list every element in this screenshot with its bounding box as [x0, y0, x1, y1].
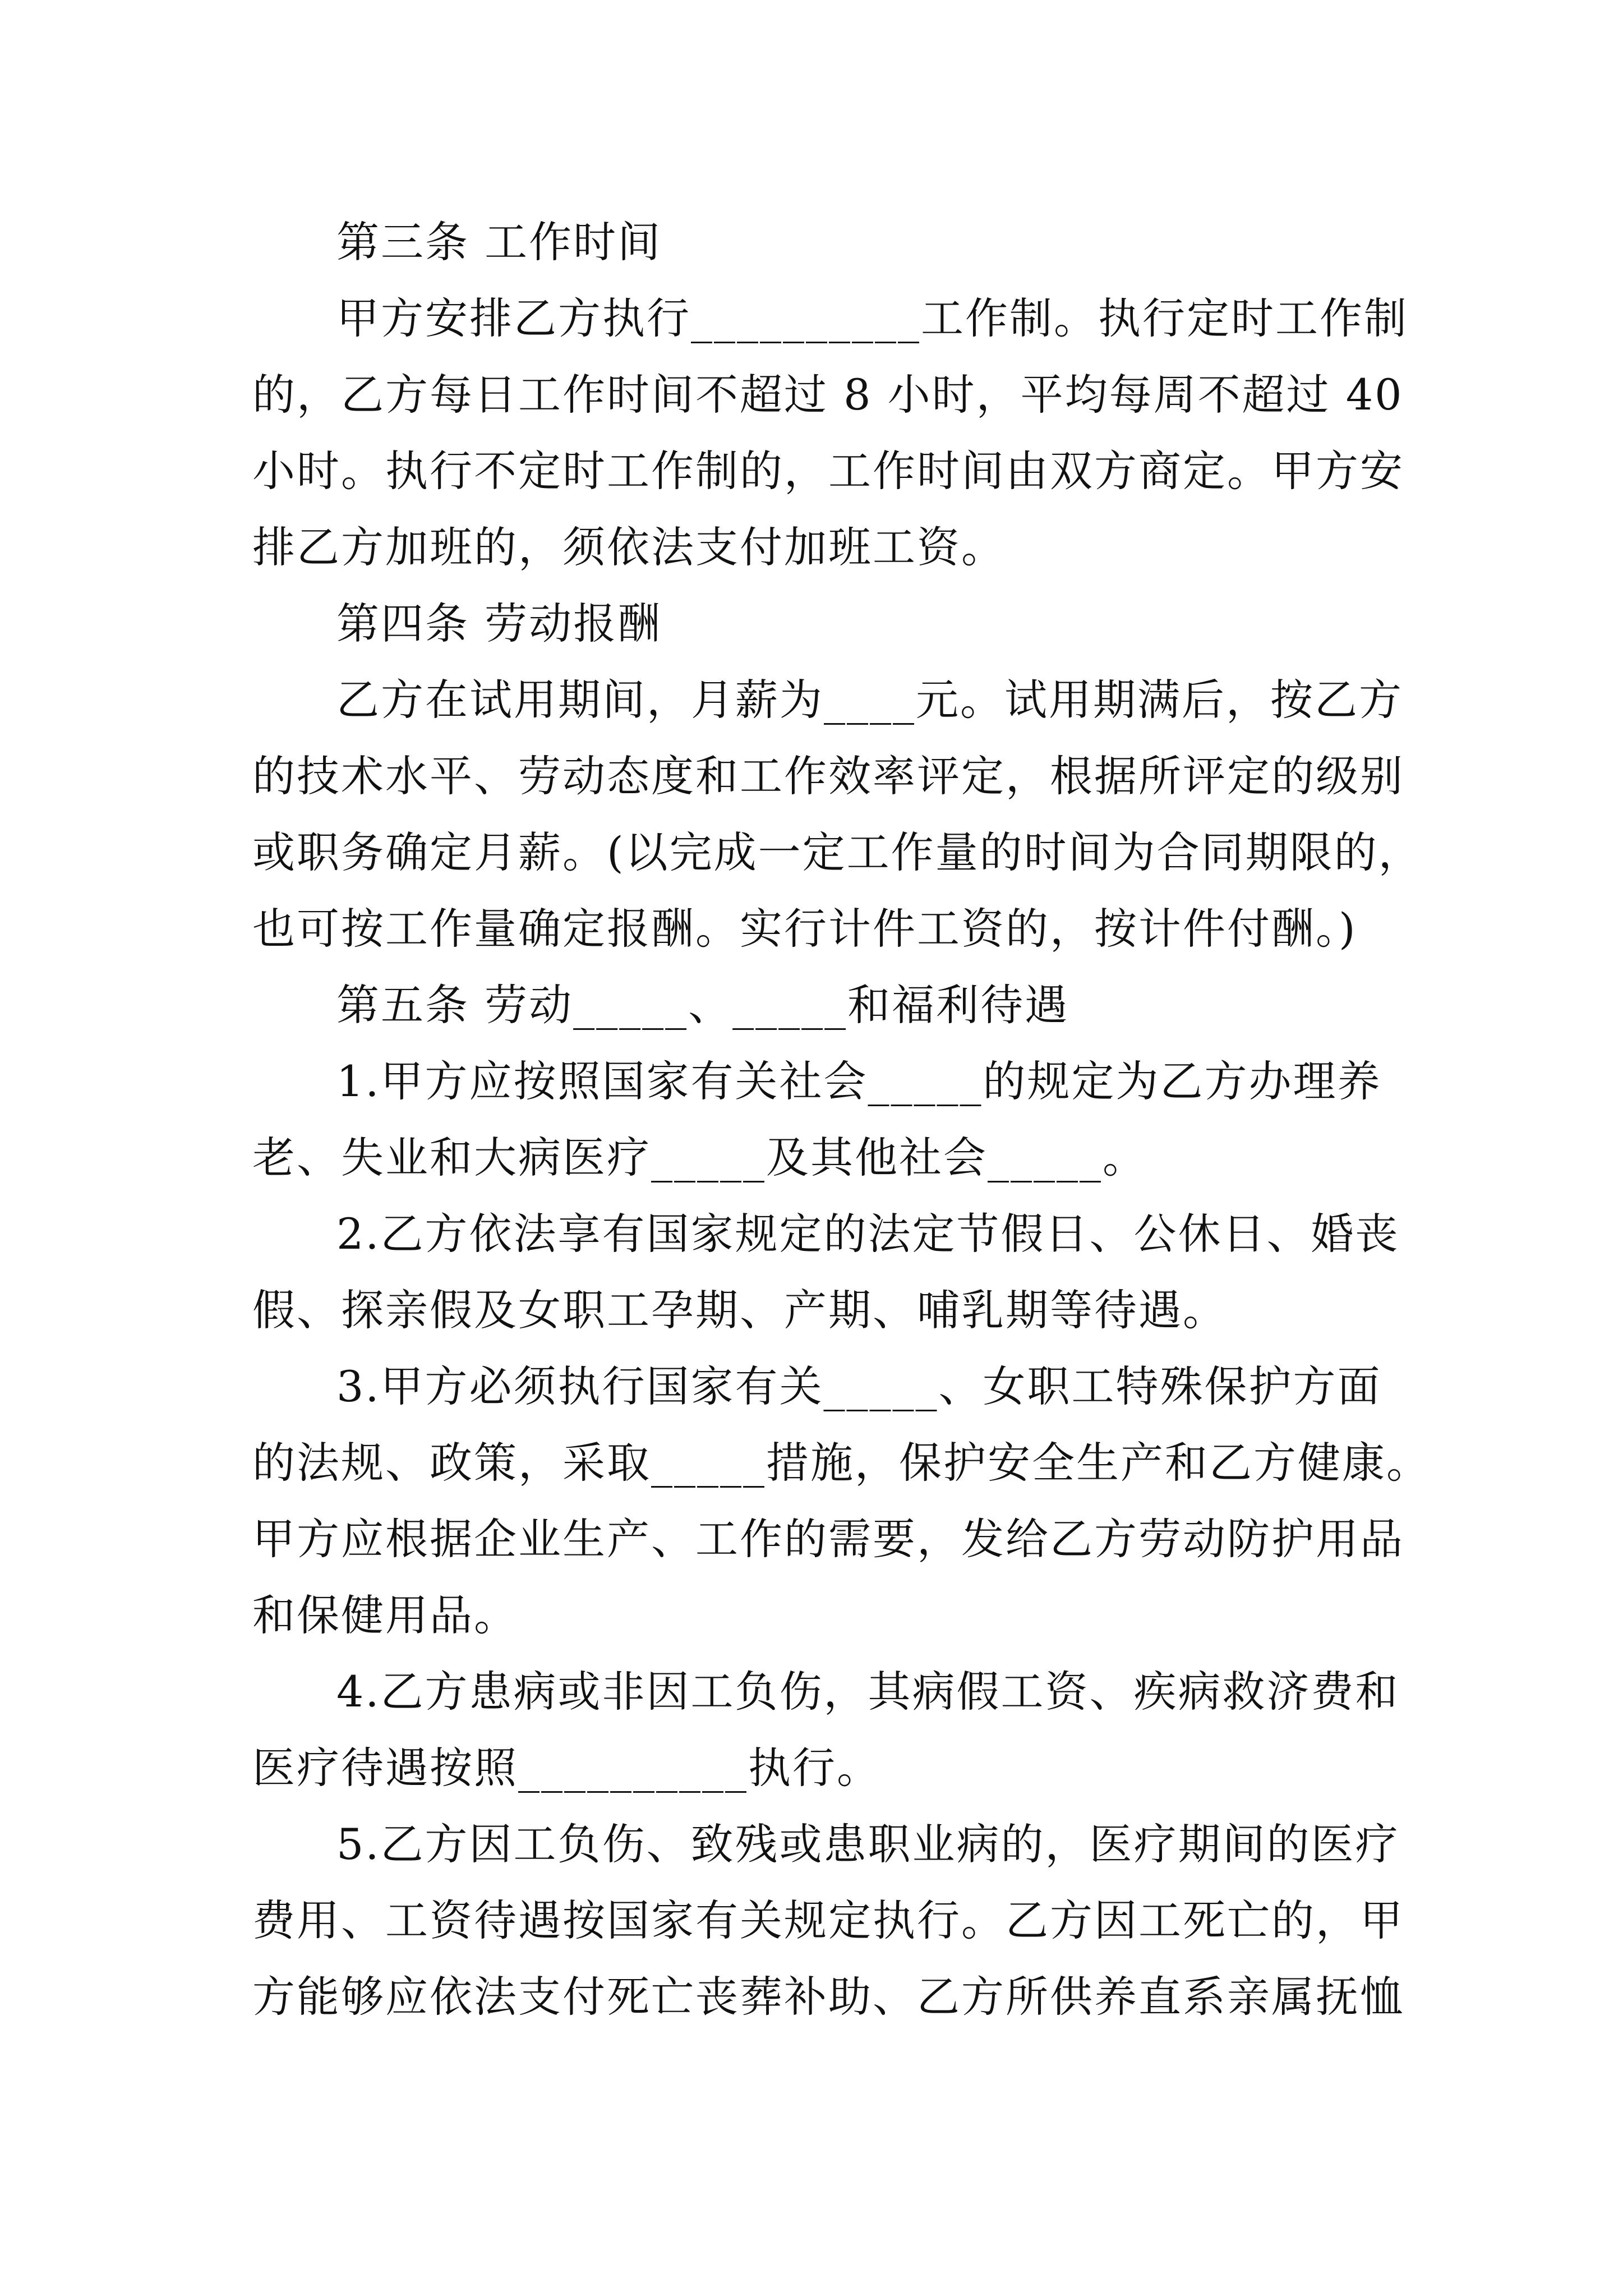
paragraph-line: 假、探亲假及女职工孕期、产期、哺乳期等待遇。	[252, 1285, 1227, 1335]
paragraph-line: 甲方应根据企业生产、工作的需要，发给乙方劳动防护用品	[252, 1514, 1404, 1564]
paragraph-line: 老、失业和大病医疗_____及其他社会_____。	[252, 1133, 1147, 1182]
paragraph-line: 1.甲方应按照国家有关社会_____的规定为乙方办理养	[336, 1056, 1382, 1106]
paragraph-line: 5.乙方因工负伤、致残或患职业病的，医疗期间的医疗	[336, 1819, 1400, 1869]
article-3-heading: 第三条 工作时间	[336, 217, 662, 267]
paragraph-line: 的技术水平、劳动态度和工作效率评定，根据所评定的级别	[252, 751, 1404, 801]
paragraph-line: 费用、工资待遇按国家有关规定执行。乙方因工死亡的，甲	[252, 1895, 1404, 1945]
article-4-heading: 第四条 劳动报酬	[336, 599, 662, 648]
paragraph-line: 4.乙方患病或非因工负伤，其病假工资、疾病救济费和	[336, 1667, 1400, 1717]
paragraph-line: 或职务确定月薪。(以完成一定工作量的时间为合同期限的，	[252, 827, 1423, 877]
article-5-heading: 第五条 劳动_____、_____和福利待遇	[336, 980, 1069, 1030]
paragraph-line: 医疗待遇按照__________执行。	[252, 1743, 881, 1793]
paragraph-line: 的，乙方每日工作时间不超过 8 小时，平均每周不超过 40	[252, 370, 1404, 420]
paragraph-line: 的法规、政策，采取_____措施，保护安全生产和乙方健康。	[252, 1438, 1431, 1488]
paragraph-line: 乙方在试用期间，月薪为____元。试用期满后，按乙方	[336, 675, 1403, 725]
paragraph-line: 甲方安排乙方执行__________工作制。执行定时工作制	[336, 293, 1408, 343]
paragraph-line: 和保健用品。	[252, 1590, 518, 1640]
paragraph-line: 3.甲方必须执行国家有关_____、女职工特殊保护方面	[336, 1361, 1382, 1411]
paragraph-line: 也可按工作量确定报酬。实行计件工资的，按计件付酬。)	[252, 904, 1357, 954]
paragraph-line: 2.乙方依法享有国家规定的法定节假日、公休日、婚丧	[336, 1209, 1400, 1259]
paragraph-line: 方能够应依法支付死亡丧葬补助、乙方所供养直系亲属抚恤	[252, 1972, 1404, 2022]
paragraph-line: 排乙方加班的，须依法支付加班工资。	[252, 522, 1006, 572]
paragraph-line: 小时。执行不定时工作制的，工作时间由双方商定。甲方安	[252, 446, 1404, 496]
